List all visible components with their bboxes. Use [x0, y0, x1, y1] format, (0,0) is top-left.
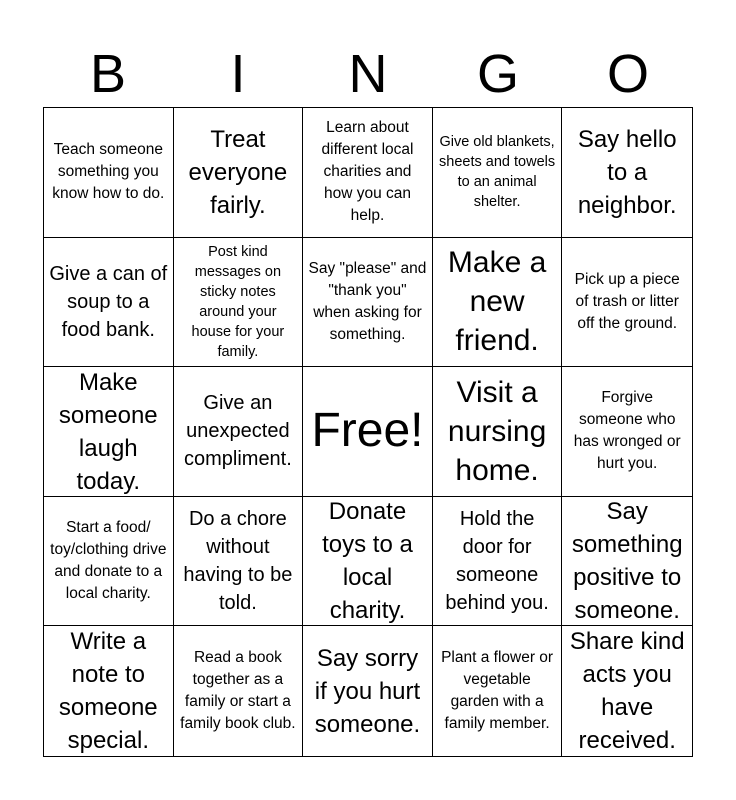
bingo-cell-r3c5[interactable]	[562, 367, 692, 497]
cell-text: Make someone laugh today.	[58, 368, 158, 495]
bingo-cell-r4c4[interactable]	[433, 497, 563, 627]
cell-text: Learn about different local charities and how you can help.	[321, 119, 414, 225]
cell-text: Say sorry if you hurt someone.	[314, 644, 421, 738]
cell-text: Post kind messages on sticky notes around your house for your family.	[191, 243, 285, 360]
cell-text: Give old blankets, sheets and towels to an animal shelter.	[439, 134, 556, 211]
bingo-cell-r5c5[interactable]	[562, 626, 692, 756]
bingo-cell-r3c1[interactable]	[44, 367, 174, 497]
cell-text: Plant a flower or vegetable garden with a family member.	[441, 649, 554, 733]
cell-text: Write a note to someone special.	[58, 628, 158, 755]
bingo-cell-r3c4[interactable]	[433, 367, 563, 497]
cell-text: Give a can of soup to a food bank.	[49, 262, 168, 341]
header-letter-o: O	[606, 44, 649, 104]
bingo-cell-r1c4[interactable]	[433, 108, 563, 238]
bingo-cell-r1c3[interactable]	[303, 108, 433, 238]
bingo-cell-r5c3[interactable]	[303, 626, 433, 756]
bingo-cell-r4c3[interactable]	[303, 497, 433, 627]
cell-text: Teach someone something you know how to do.	[52, 141, 165, 203]
bingo-cell-r2c2[interactable]	[174, 238, 304, 368]
cell-text: Read a book together as a family or start a family book club.	[180, 649, 296, 733]
bingo-cell-r2c5[interactable]	[562, 238, 692, 368]
header-letter-n: N	[348, 44, 388, 104]
bingo-cell-r2c1[interactable]	[44, 238, 174, 368]
cell-text: Say something positive to someone.	[571, 498, 683, 625]
cell-text: Visit a nursing home.	[447, 375, 547, 487]
bingo-board	[43, 107, 693, 757]
header-letter-b: B	[89, 44, 127, 104]
cell-text: Hold the door for someone behind you.	[445, 508, 549, 615]
header-letter-g: G	[476, 44, 519, 104]
bingo-cell-r1c5[interactable]	[562, 108, 692, 238]
bingo-cell-r2c3[interactable]	[303, 238, 433, 368]
cell-text: Give an unexpected compliment.	[183, 392, 292, 471]
cell-text: Start a food/ toy/clothing drive and donate to a local charity.	[50, 519, 167, 603]
bingo-cell-r1c2[interactable]	[174, 108, 304, 238]
cell-text: Say hello to a neighbor.	[577, 125, 677, 219]
bingo-cell-r5c4[interactable]	[433, 626, 563, 756]
bingo-cell-free[interactable]	[303, 367, 433, 497]
cell-text: Donate toys to a local charity.	[322, 498, 413, 625]
cell-text: Do a chore without having to be told.	[183, 508, 293, 615]
bingo-cell-r5c1[interactable]	[44, 626, 174, 756]
bingo-header	[43, 40, 693, 108]
bingo-cell-r4c1[interactable]	[44, 497, 174, 627]
cell-text: Treat everyone fairly.	[188, 125, 288, 219]
bingo-cell-r2c4[interactable]	[433, 238, 563, 368]
bingo-cell-r4c5[interactable]	[562, 497, 692, 627]
header-letter-i: I	[230, 44, 246, 104]
bingo-cell-r1c1[interactable]	[44, 108, 174, 238]
cell-text: Make a new friend.	[447, 246, 547, 358]
bingo-cell-r5c2[interactable]	[174, 626, 304, 756]
cell-text: Forgive someone who has wronged or hurt you.	[573, 389, 681, 473]
cell-text: Pick up a piece of trash or litter off the ground.	[574, 270, 680, 332]
bingo-cell-r4c2[interactable]	[174, 497, 304, 627]
cell-text: Say "please" and "thank you" when asking for something.	[308, 259, 427, 343]
bingo-cell-r3c2[interactable]	[174, 367, 304, 497]
free-space-text: Free!	[311, 404, 424, 458]
cell-text: Share kind acts you have received.	[569, 628, 685, 755]
